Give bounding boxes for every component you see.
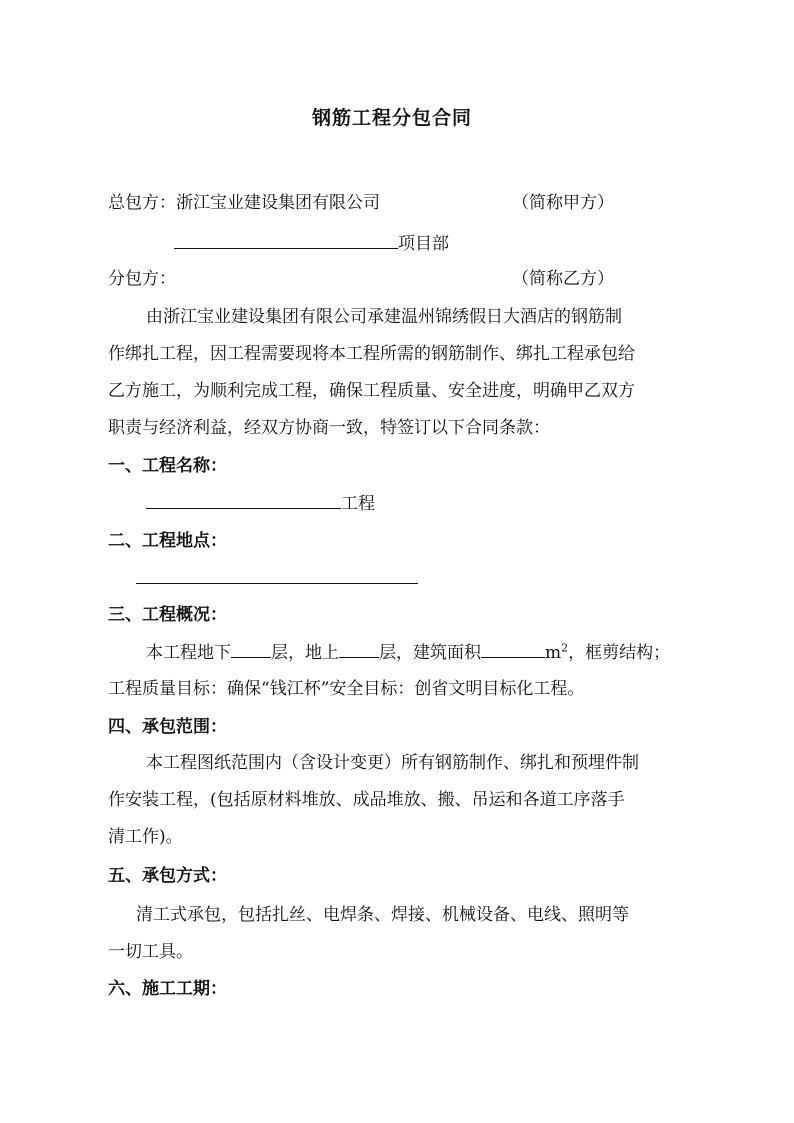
floors-above-label: 层，地上 [271,643,339,663]
area-unit: m [545,643,562,663]
scope-line-3: 清工作)。 [108,827,183,847]
area-label: 层，建筑面积 [379,643,481,663]
structure-type: ，框剪结构； [568,643,671,663]
section-1-heading: 一、工程名称： [108,456,227,476]
section-3-heading: 三、工程概况： [108,605,227,625]
intro-line-2: 作绑扎工程，因工程需要现将本工程所需的钢筋制作、绑扎工程承包给 [108,344,635,364]
overview-line-1 [146,641,670,664]
general-contractor-abbr: （简称甲方） [512,193,614,213]
method-line-2: 一切工具。 [108,942,193,962]
section-5-heading: 五、承包方式： [108,866,227,886]
scope-line-2: 作安装工程，(包括原材料堆放、成品堆放、搬、吊运和各道工序落手 [108,790,625,810]
floors-above-blank [339,641,379,658]
subcontractor-label: 分包方： [108,269,176,289]
project-name-suffix: 工程 [341,494,375,514]
project-name-blank [146,492,341,509]
project-location-blank [136,567,418,584]
project-dept-line [174,232,449,255]
method-line-1: 清工式承包，包括扎丝、电焊条、焊接、机械设备、电线、照明等 [136,905,629,925]
floors-below-label: 本工程地下 [146,643,231,663]
overview-line-2: 工程质量目标：确保“钱江杯”安全目标：创省文明目标化工程。 [108,679,585,699]
section-6-heading: 六、施工工期： [108,979,227,999]
general-contractor-label: 总包方： [108,193,176,213]
floors-below-blank [231,641,271,658]
section-2-heading: 二、工程地点： [108,531,227,551]
intro-line-3: 乙方施工，为顺利完成工程，确保工程质量、安全进度，明确甲乙双方 [108,381,635,401]
area-blank [481,641,545,658]
subcontractor-abbr: （简称乙方） [512,269,614,289]
project-location-line [136,567,418,590]
intro-line-1: 由浙江宝业建设集团有限公司承建温州锦绣假日大酒店的钢筋制 [146,307,622,327]
intro-line-4: 职责与经济利益，经双方协商一致，特签订以下合同条款： [108,418,550,438]
project-dept-suffix: 项目部 [398,234,449,254]
section-4-heading: 四、承包范围： [108,717,227,737]
general-contractor-name: 浙江宝业建设集团有限公司 [176,193,380,213]
general-contractor-line [108,192,380,214]
project-name-line [146,492,375,515]
scope-line-1: 本工程图纸范围内（含设计变更）所有钢筋制作、绑扎和预埋件制 [146,753,639,773]
page-title: 钢筋工程分包合同 [312,107,473,129]
project-dept-blank [174,232,398,249]
area-unit-sup: 2 [561,641,569,655]
